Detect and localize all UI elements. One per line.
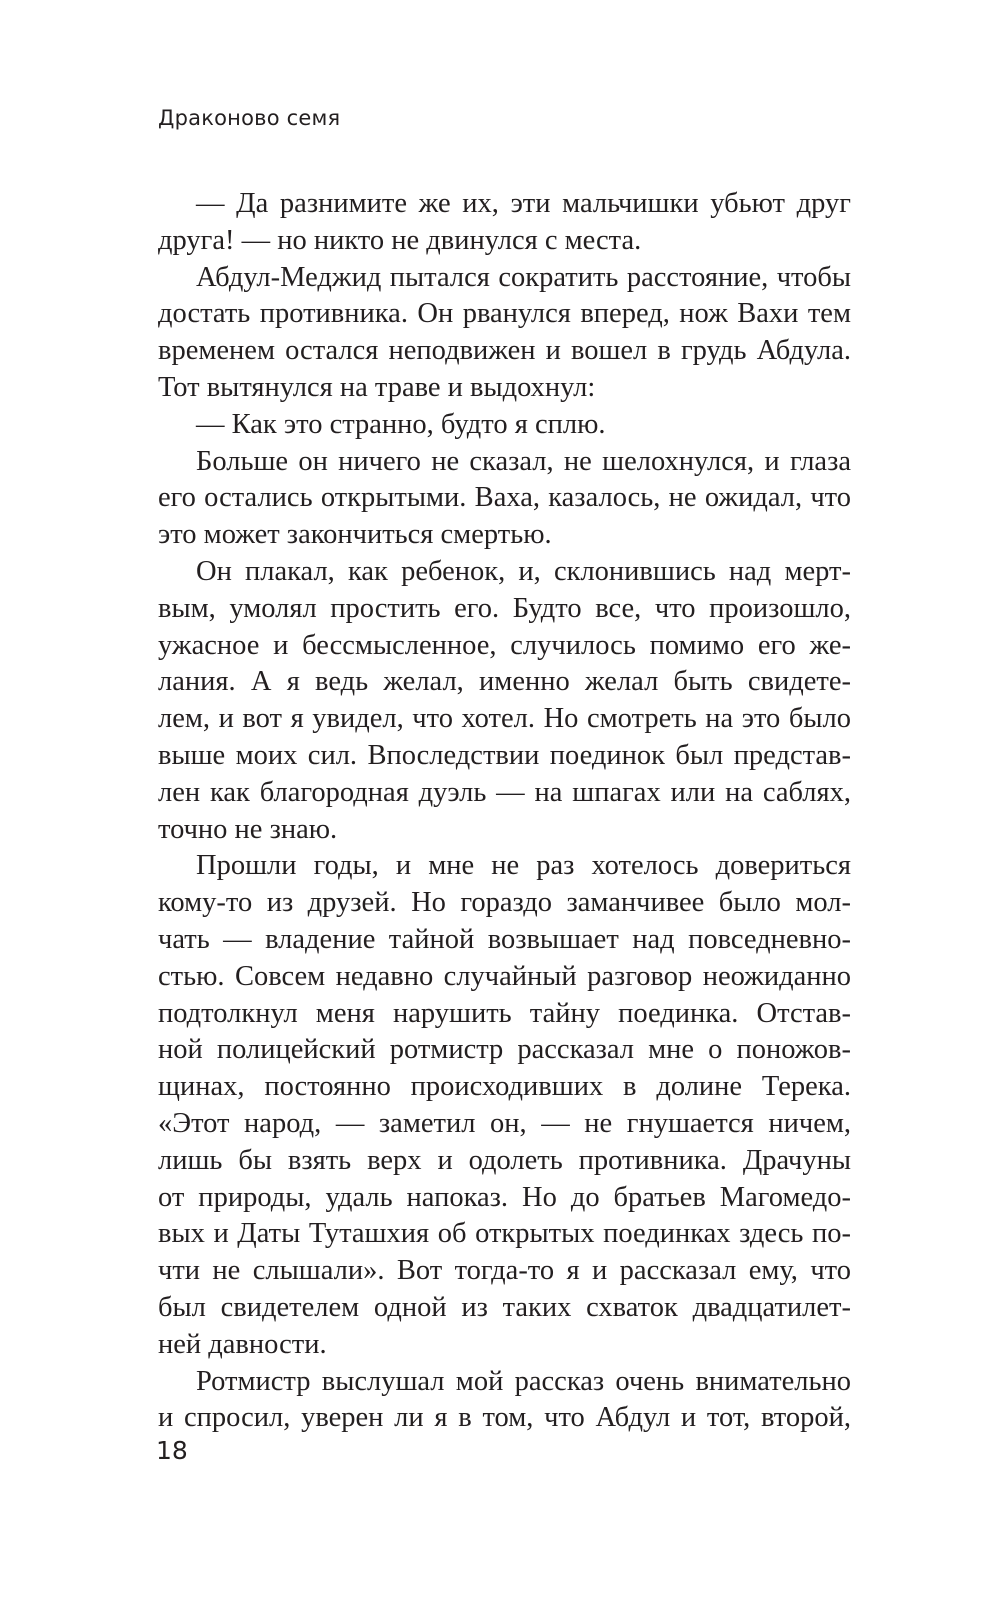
text-line: — Как это странно, будто я сплю. — [196, 408, 606, 440]
text-line: — Да разнимите же их, эти мальчишки убьют друг — [196, 188, 851, 219]
text-line: стью. Совсем недавно случайный разговор неожиданно — [158, 960, 851, 992]
text-line: ней давности. — [158, 1328, 327, 1360]
text-line: друга! — но никто не двинулся с места. — [158, 224, 642, 256]
text-line: это может закончиться смертью. — [158, 519, 552, 551]
text-line: и спросил, уверен ли я в том, что Абдул и тот, второй, — [158, 1402, 851, 1434]
body-text — [158, 186, 851, 1437]
text-line: чать — владение тайной возвышает над повседневно- — [158, 923, 851, 955]
text-line: выше моих сил. Впоследствии поединок был представ- — [158, 739, 851, 771]
text-line: Тот вытянулся на траве и выдохнул: — [158, 371, 596, 403]
text-line: от природы, удаль напоказ. Но до братьев Магомедо- — [158, 1181, 851, 1213]
text-line: чти не слышали». Вот тогда-то я и рассказал ему, что — [158, 1255, 851, 1287]
text-line: лем, и вот я увидел, что хотел. Но смотреть на это было — [158, 703, 851, 735]
text-line: точно не знаю. — [158, 813, 338, 845]
text-line: его остались открытыми. Ваха, казалось, не ожидал, что — [158, 482, 851, 514]
text-line: лен как благородная дуэль — на шпагах или на саблях, — [158, 776, 851, 808]
text-line: вых и Даты Туташхия об открытых поединках здесь по- — [158, 1218, 851, 1250]
page-number: 18 — [156, 1436, 188, 1465]
text-line: щинах, постоянно происходивших в долине Терека. — [158, 1071, 851, 1103]
text-line: Больше он ничего не сказал, не шелохнулся, и глаза — [196, 445, 851, 477]
text-line: Он плакал, как ребенок, и, склонившись над мерт- — [196, 555, 851, 587]
text-line: был свидетелем одной из таких схваток двадцатилет- — [158, 1291, 851, 1323]
text-line: Абдул-Меджид пытался сократить расстояние, чтобы — [196, 261, 851, 293]
text-line: «Этот народ, — заметил он, — не гнушается ничем, — [158, 1107, 851, 1139]
text-line: лишь бы взять верх и одолеть противника. Драчуны — [158, 1144, 851, 1176]
text-line: Ротмистр выслушал мой рассказ очень внимательно — [196, 1365, 851, 1397]
text-line: ной полицейский ротмистр рассказал мне о поножов- — [158, 1034, 851, 1066]
text-line: ужасное и бессмысленное, случилось помимо его же- — [158, 629, 851, 661]
text-line: вым, умолял простить его. Будто все, что произошло, — [158, 592, 851, 624]
text-line: кому-то из друзей. Но гораздо заманчивее было мол- — [158, 887, 851, 919]
text-line: Прошли годы, и мне не раз хотелось довериться — [196, 850, 851, 882]
text-line: временем остался неподвижен и вошел в грудь Абдула. — [158, 335, 851, 367]
text-line: подтолкнул меня нарушить тайну поединка. Отстав- — [158, 997, 851, 1029]
running-head: Драконово семя — [158, 106, 341, 130]
text-line: лания. А я ведь желал, именно желал быть свидете- — [158, 666, 851, 698]
text-line: достать противника. Он рванулся вперед, нож Вахи тем — [158, 298, 851, 330]
